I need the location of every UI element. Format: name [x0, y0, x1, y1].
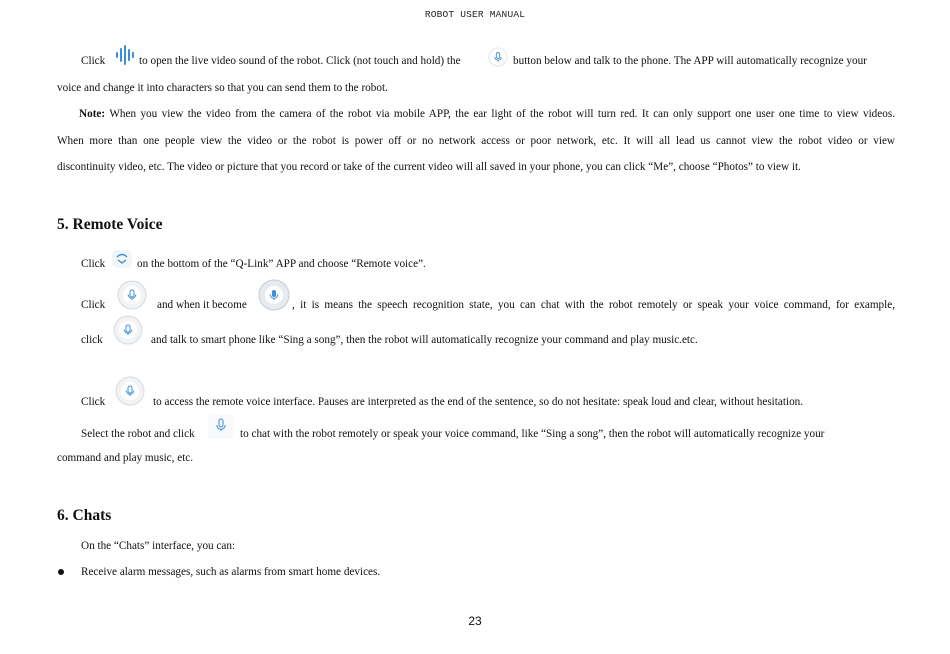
s5-l3-text: and talk to smart phone like “Sing a song”, then the robot will automatically recognize your command and play music.etc.: [151, 334, 698, 346]
s5-l2-a: and when it become: [157, 299, 247, 311]
s5-l1-text: on the bottom of the “Q-Link” APP and choose “Remote voice”.: [137, 258, 426, 270]
s5-l4-text: to access the remote voice interface. Pauses are interpreted as the end of the sentence, so do not hesitate: speak loud and clear, without hesitation.: [153, 396, 804, 408]
sound-wave-icon: [114, 44, 134, 66]
s5-l2-click: Click: [81, 299, 106, 311]
mic-circle-icon: [115, 279, 149, 311]
intro-text-c: voice and change it into characters so that you can send them to the robot.: [57, 82, 388, 94]
mic-active-icon: [257, 279, 291, 311]
s5-l5-a: Select the robot and click: [81, 428, 195, 440]
note-label: Note:: [79, 108, 106, 120]
intro-click-word: Click: [81, 55, 106, 67]
chats-bullet-item: Receive alarm messages, such as alarms from smart home devices.: [81, 566, 381, 578]
intro-text-a: to open the live video sound of the robot. Click (not touch and hold) the: [139, 55, 461, 67]
s5-l5-c: command and play music, etc.: [57, 452, 194, 464]
s5-l5-b: to chat with the robot remotely or speak your voice command, like “Sing a song”, then the robot will automatically recognize your: [240, 428, 825, 440]
mic-button-icon: [488, 47, 508, 67]
mic-circle-icon: [113, 375, 147, 407]
note-text-1: When you view the video from the camera of the robot via mobile APP, the ear light of the robot will turn red. It can only support one user one time to view videos.: [109, 108, 895, 120]
note-line-1: [57, 107, 895, 121]
s5-l3-click: click: [81, 334, 103, 346]
mic-circle-icon: [111, 314, 145, 346]
section-heading-remote-voice: 5. Remote Voice: [57, 216, 163, 233]
remote-voice-icon: [111, 249, 133, 269]
s5-l4-click: Click: [81, 396, 106, 408]
page-number: 23: [468, 614, 482, 628]
mic-button-icon: [207, 414, 235, 440]
s5-l1-click: Click: [81, 258, 106, 270]
page-header: ROBOT USER MANUAL: [424, 9, 526, 20]
bullet-dot: [58, 569, 64, 575]
note-line-3: discontinuity video, etc. The video or picture that you record or take of the current video will all saved in your phone, you can click “Me”, choose “Photos” to view it.: [57, 161, 801, 173]
intro-text-b: button below and talk to the phone. The APP will automatically recognize your: [513, 55, 867, 67]
s5-l2-b: , it is means the speech recognition state, you can chat with the robot remotely or speak your voice command, for example,: [292, 299, 895, 311]
section-heading-chats: 6. Chats: [57, 507, 112, 524]
chats-intro: On the “Chats” interface, you can:: [81, 540, 236, 552]
note-line-2: When more than one people view the video or the robot is power off or no network access or poor network, etc. It will all lead us cannot view the robot video or view: [57, 135, 895, 147]
